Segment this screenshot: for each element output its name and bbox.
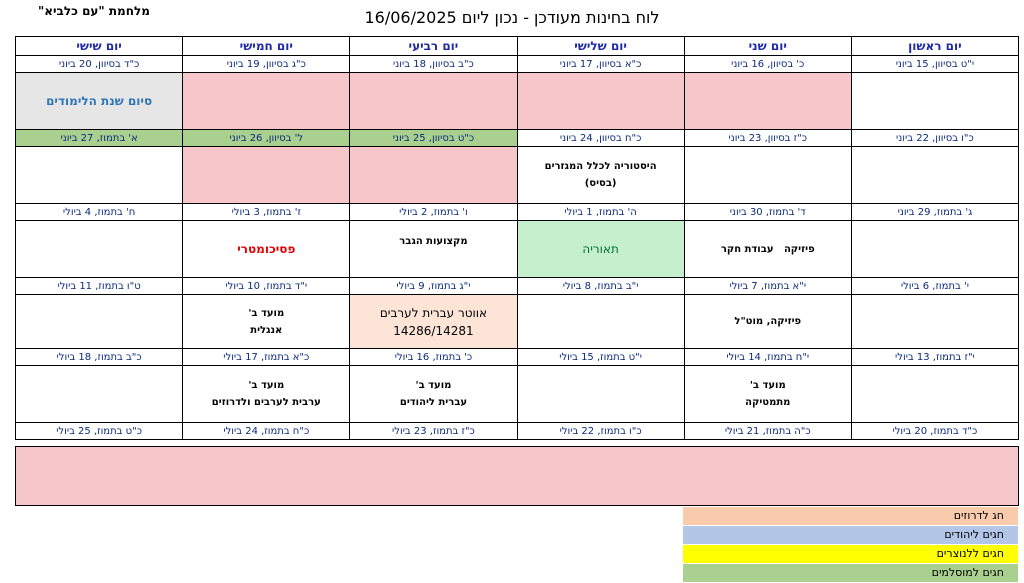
date-cell: י"ח בתמוז, 14 ביולי: [684, 349, 851, 366]
date-cell: כ"א בסיוון, 17 ביוני: [517, 56, 684, 73]
holiday-legend: [683, 507, 1018, 583]
date-cell: כ"ט בסיוון, 25 ביוני: [350, 130, 517, 147]
event-cell: [16, 147, 183, 204]
date-cell: י"א בתמוז, 7 ביולי: [684, 278, 851, 295]
date-cell: כ"ה בתמוז, 21 ביולי: [684, 423, 851, 440]
date-cell: כ"א בתמוז, 17 ביולי: [183, 349, 350, 366]
date-cell: ל' בסיוון, 26 ביוני: [183, 130, 350, 147]
event-row-week-5: [16, 366, 1019, 423]
date-cell: י"ג בתמוז, 9 ביולי: [350, 278, 517, 295]
date-cell: ג' בתמוז, 29 ביוני: [851, 204, 1018, 221]
event-cell: [851, 73, 1018, 130]
exam-cell: [183, 295, 350, 349]
date-cell: ט"ו בתמוז, 11 ביולי: [16, 278, 183, 295]
legend-christian-holidays: חגים ללנוצרים: [683, 545, 1018, 564]
holiday-cell: [684, 73, 851, 130]
date-row-week-4: [16, 278, 1019, 295]
exam-physics-research: פיזיקה עבודת חקר: [720, 243, 815, 255]
event-cell: [16, 295, 183, 349]
exam-arabic-moed-b: מועד ב' ערבית לערבים ולדרוזים: [211, 380, 321, 408]
date-cell: י"ז בתמוז, 13 ביולי: [851, 349, 1018, 366]
exam-cell: [684, 221, 851, 278]
exam-physics-motl: פיזיקה, מוט"ל: [734, 316, 802, 327]
date-cell: א' בתמוז, 27 ביוני: [16, 130, 183, 147]
exam-cell: [183, 366, 350, 423]
day-header-sunday: יום ראשון: [851, 37, 1018, 56]
event-row-week-4: [16, 295, 1019, 349]
exam-cell: [350, 295, 517, 349]
date-cell: ח' בתמוז, 4 ביולי: [16, 204, 183, 221]
date-cell: כ"ז בתמוז, 23 ביולי: [350, 423, 517, 440]
date-row-week-1: [16, 56, 1019, 73]
date-cell: י"ב בתמוז, 8 ביולי: [517, 278, 684, 295]
event-cell: [517, 295, 684, 349]
war-name-note: מלחמת "עם כלביא": [38, 4, 150, 18]
date-cell: כ"ו בתמוז, 22 ביולי: [517, 423, 684, 440]
holiday-cell: [350, 73, 517, 130]
exam-cell: [517, 147, 684, 204]
exam-psychometric: פסיכומטרי: [237, 241, 296, 256]
exam-theory: תאוריה: [582, 241, 619, 256]
event-cell: [16, 366, 183, 423]
legend-muslim-holidays: חגים למוסלמים: [683, 564, 1018, 583]
event-row-week-1: [16, 73, 1019, 130]
holiday-cell: [183, 73, 350, 130]
day-header-monday: יום שני: [684, 37, 851, 56]
exam-cell: [684, 366, 851, 423]
exam-cell: [350, 366, 517, 423]
date-cell: כ"ב בסיוון, 18 ביוני: [350, 56, 517, 73]
date-row-week-5: [16, 349, 1019, 366]
event-cell: [16, 221, 183, 278]
date-cell: ד' בתמוז, 30 ביוני: [684, 204, 851, 221]
day-header-friday: יום שישי: [16, 37, 183, 56]
event-cell: [851, 147, 1018, 204]
date-cell: ו' בתמוז, 2 ביולי: [350, 204, 517, 221]
exam-cell: [350, 221, 517, 278]
date-row-week-6: [16, 423, 1019, 440]
exam-math-moed-b: מועד ב' מתמטיקה: [745, 380, 791, 408]
event-cell: [851, 295, 1018, 349]
date-cell: כ"ז בסיוון, 23 ביוני: [684, 130, 851, 147]
exam-cell: [183, 221, 350, 278]
legend-jewish-holidays: חגים ליהודים: [683, 526, 1018, 545]
date-row-week-2: [16, 130, 1019, 147]
day-header-tuesday: יום שלישי: [517, 37, 684, 56]
holiday-cell: [350, 147, 517, 204]
page-title: לוח בחינות מעודכן - נכון ליום 16/06/2025: [364, 8, 660, 27]
date-cell: כ"ד בתמוז, 20 ביולי: [851, 423, 1018, 440]
event-row-week-2: [16, 147, 1019, 204]
event-cell: [851, 221, 1018, 278]
end-of-school-year-text: סיום שנת הלימודים: [46, 93, 153, 108]
event-cell: [851, 366, 1018, 423]
day-header-thursday: יום חמישי: [183, 37, 350, 56]
exam-hebrew-jews-moed-b: מועד ב' עברית ליהודים: [399, 380, 468, 408]
date-cell: י' בתמוז, 6 ביולי: [851, 278, 1018, 295]
holiday-cell: [517, 73, 684, 130]
event-cell: [517, 366, 684, 423]
exam-cell: [684, 295, 851, 349]
end-of-school-year-cell: [16, 73, 183, 130]
day-header-row: [16, 37, 1019, 56]
date-cell: כ"ח בתמוז, 24 ביולי: [183, 423, 350, 440]
holiday-band: [15, 446, 1019, 506]
holiday-cell: [183, 147, 350, 204]
date-cell: כ"ג בסיוון, 19 ביוני: [183, 56, 350, 73]
date-cell: כ"ו בסיוון, 22 ביוני: [851, 130, 1018, 147]
date-row-week-3: [16, 204, 1019, 221]
date-cell: כ' בתמוז, 16 ביולי: [350, 349, 517, 366]
date-cell: ה' בתמוז, 1 ביולי: [517, 204, 684, 221]
date-cell: כ"ד בסיוון, 20 ביוני: [16, 56, 183, 73]
exam-english-moed-b: מועד ב' אנגלית: [248, 307, 285, 336]
event-cell: [684, 147, 851, 204]
exam-cell: [517, 221, 684, 278]
exam-hebrew-for-arabs: אווטר עברית לערבים 14286/14281: [379, 305, 488, 338]
date-cell: כ"ב בתמוז, 18 ביולי: [16, 349, 183, 366]
date-cell: י"ט בתמוז, 15 ביולי: [517, 349, 684, 366]
exam-history: היסטוריה לכלל המגזרים (בסיס): [544, 161, 657, 189]
date-cell: כ"ח בסיוון, 24 ביוני: [517, 130, 684, 147]
date-cell: כ' בסיוון, 16 ביוני: [684, 56, 851, 73]
event-row-week-3: [16, 221, 1019, 278]
exam-gever-subjects: מקצועות הגבר: [399, 235, 468, 247]
date-cell: כ"ט בתמוז, 25 ביולי: [16, 423, 183, 440]
legend-druze-holiday: חג לדרוזים: [683, 507, 1018, 526]
date-cell: י"ט בסיוון, 15 ביוני: [851, 56, 1018, 73]
date-cell: ז' בתמוז, 3 ביולי: [183, 204, 350, 221]
exam-schedule-table: [15, 36, 1019, 440]
date-cell: י"ד בתמוז, 10 ביולי: [183, 278, 350, 295]
day-header-wednesday: יום רביעי: [350, 37, 517, 56]
